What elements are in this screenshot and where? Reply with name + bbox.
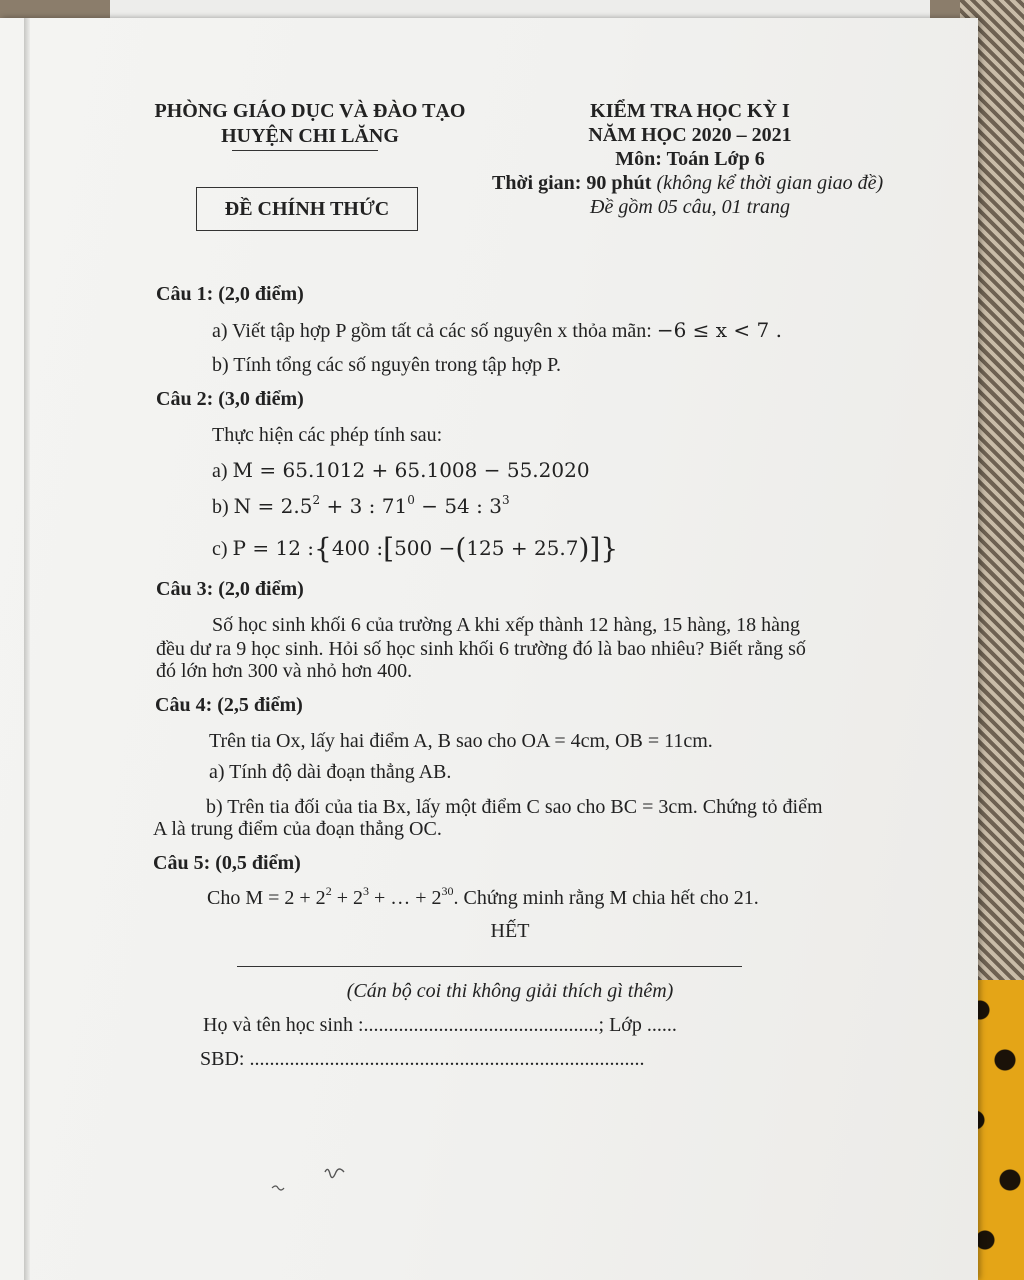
- proctor-note: (Cán bộ coi thi không giải thích gì thêm): [346, 980, 674, 1002]
- q2-title: Câu 2: (3,0 điểm): [156, 388, 304, 410]
- q2-intro: Thực hiện các phép tính sau:: [212, 424, 443, 446]
- q3-line-2: đều dư ra 9 học sinh. Hỏi số học sinh khối 6 trường đó là bao nhiêu? Biết rằng số: [156, 638, 806, 660]
- q1-a-math: −6 ≤ x < 7 .: [656, 318, 782, 342]
- q2-b-exp-2: 0: [407, 493, 415, 507]
- q2-c-math-1: P = 12 :: [232, 536, 315, 560]
- subject: Môn: Toán Lớp 6: [615, 148, 765, 170]
- q5-exp-2: 3: [362, 884, 369, 898]
- q2-b-math-3: − 54 : 3: [414, 494, 502, 518]
- q5-text-2: + 2: [331, 887, 363, 909]
- q2-b-math-2: + 3 : 71: [320, 494, 408, 518]
- q1-part-b: b) Tính tổng các số nguyên trong tập hợp P.: [212, 354, 562, 376]
- q3-line-3: đó lớn hơn 300 và nhỏ hơn 400.: [156, 660, 413, 682]
- exam-title: KIỂM TRA HỌC KỲ I: [590, 100, 790, 122]
- q5-text-1: Cho M = 2 + 2: [207, 887, 326, 909]
- district-name: HUYỆN CHI LĂNG: [221, 125, 399, 147]
- q2-b-exp-1: 2: [312, 493, 321, 507]
- q2-c-math-3: 500 −: [394, 536, 456, 560]
- q2-c-math-4: 125 + 25.7: [466, 536, 579, 560]
- pages-note: Đề gồm 05 câu, 01 trang: [590, 196, 790, 218]
- q2-a-label: a): [212, 460, 228, 482]
- q2-c-math-2: 400 :: [331, 536, 384, 560]
- q5-text-3: + … + 2: [368, 887, 442, 909]
- q4-title: Câu 4: (2,5 điểm): [155, 694, 303, 716]
- q1-a-text: a) Viết tập hợp P gồm tất cả các số nguyên x thỏa mãn:: [212, 320, 652, 342]
- end-marker: HẾT: [490, 920, 530, 942]
- q2-b-exp-3: 3: [501, 493, 510, 507]
- sbd-field: SBD: ...............................................................................: [200, 1048, 645, 1070]
- department-name: PHÒNG GIÁO DỤC VÀ ĐÀO TẠO: [154, 100, 466, 122]
- pen-scribble: [270, 1160, 360, 1200]
- q5-title: Câu 5: (0,5 điểm): [153, 852, 301, 874]
- q4-part-b-line-2: A là trung điểm của đoạn thẳng OC.: [153, 818, 442, 840]
- q2-a-math: M = 65.1012 + 65.1008 − 55.2020: [232, 458, 590, 482]
- q2-part-a: [212, 458, 590, 483]
- q2-part-b: [212, 494, 510, 519]
- separator-line: [237, 966, 742, 967]
- q5-text: [207, 884, 759, 910]
- q2-b-math-1: N = 2.5: [233, 494, 313, 518]
- q5-exp-1: 2: [325, 884, 332, 898]
- q5-text-4: . Chứng minh rằng M chia hết cho 21.: [453, 887, 759, 909]
- q1-title: Câu 1: (2,0 điểm): [156, 283, 304, 305]
- q3-title: Câu 3: (2,0 điểm): [156, 578, 304, 600]
- q2-b-label: b): [212, 496, 229, 518]
- q4-part-b-line-1: b) Trên tia đối của tia Bx, lấy một điểm C sao cho BC = 3cm. Chứng tỏ điểm: [206, 796, 823, 818]
- time-duration: Thời gian: 90 phút: [492, 172, 652, 194]
- q3-line-1: Số học sinh khối 6 của trường A khi xếp thành 12 hàng, 15 hàng, 18 hàng: [212, 614, 801, 636]
- q5-exp-3: 30: [441, 884, 454, 898]
- q4-intro: Trên tia Ox, lấy hai điểm A, B sao cho OA = 4cm, OB = 11cm.: [209, 730, 713, 752]
- q2-part-c: c) P = 12 :{400 :[500 −(125 + 25.7)]}: [212, 532, 619, 565]
- exam-time: [492, 172, 883, 195]
- q4-part-a: a) Tính độ dài đoạn thẳng AB.: [209, 761, 452, 783]
- q2-c-label: c): [212, 538, 228, 560]
- header-underline: [232, 150, 378, 151]
- official-exam-box: ĐỀ CHÍNH THỨC: [196, 187, 418, 231]
- school-year: NĂM HỌC 2020 – 2021: [588, 124, 792, 146]
- q1-part-a: [212, 318, 782, 343]
- student-name-field: Họ và tên học sinh :...............................................; Lớp ......: [203, 1014, 677, 1036]
- time-note: (không kể thời gian giao đề): [656, 172, 884, 194]
